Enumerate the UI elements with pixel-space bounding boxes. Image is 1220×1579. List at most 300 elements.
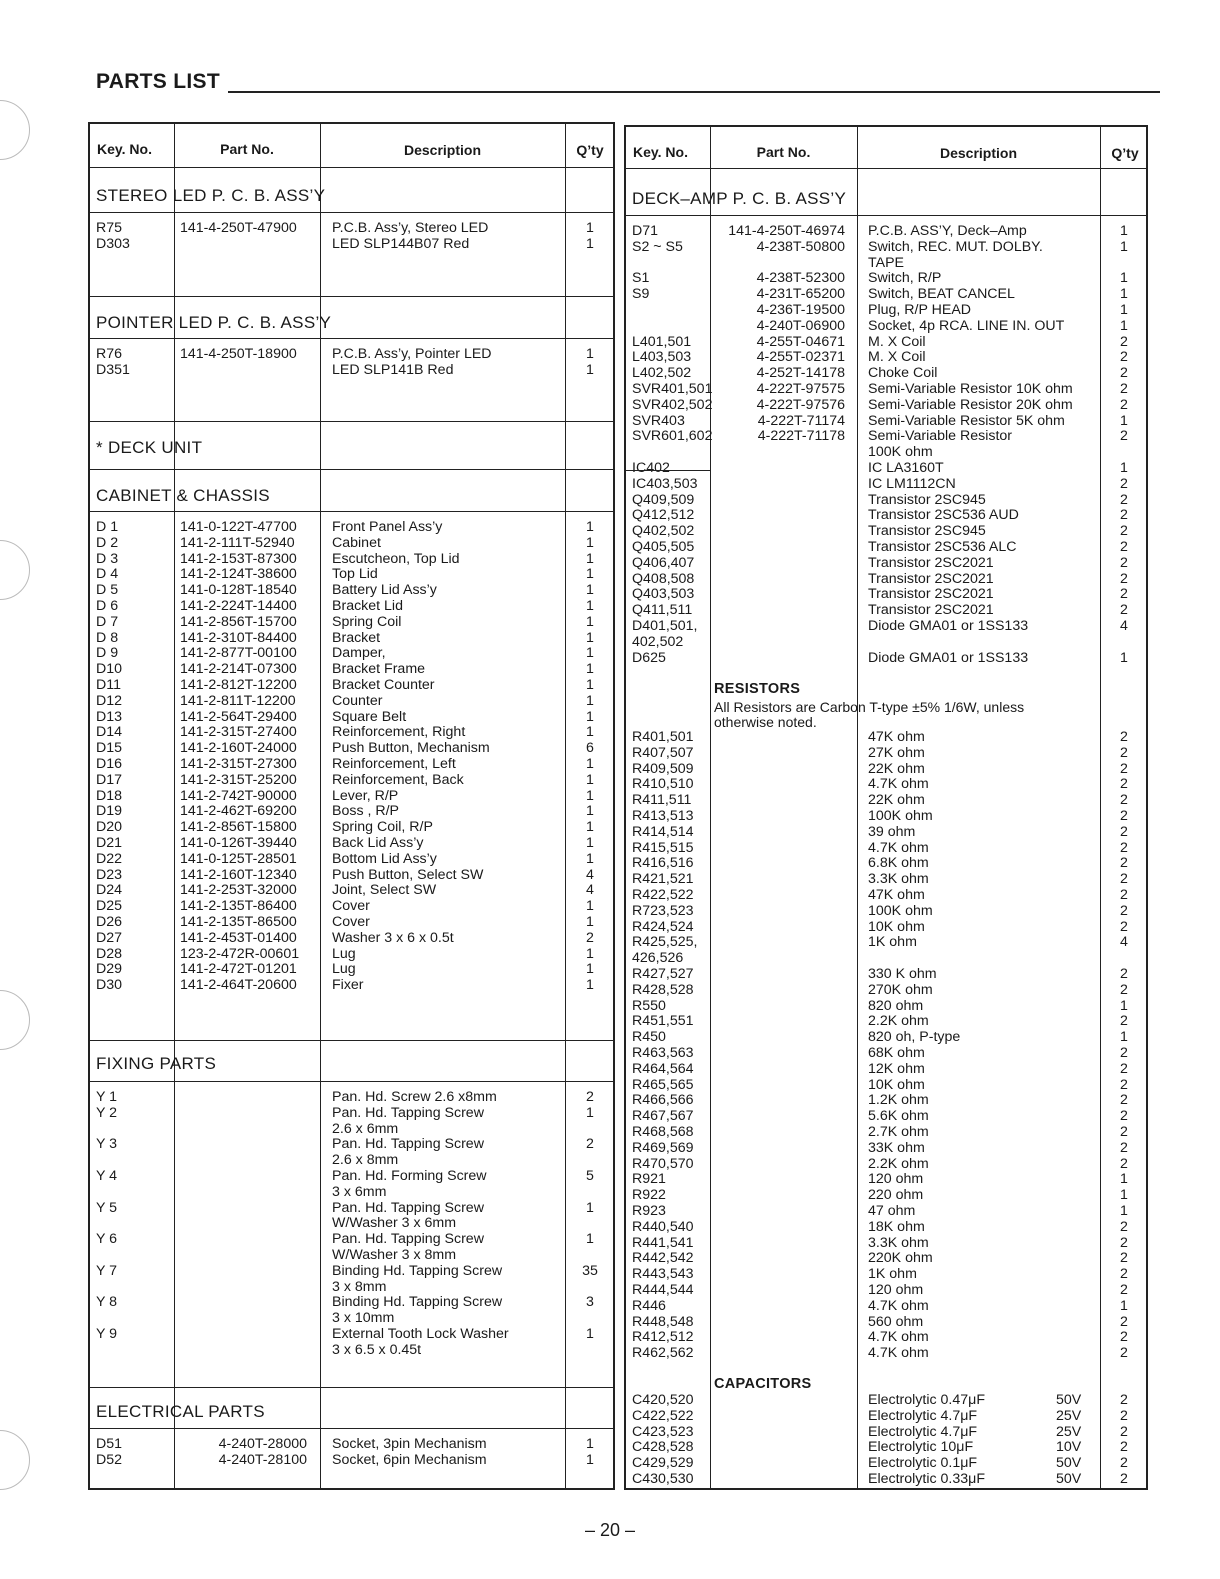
description-cell: 1K ohm bbox=[868, 1266, 917, 1283]
qty-cell: 4 bbox=[586, 866, 594, 883]
table-row bbox=[626, 540, 1146, 556]
key-no-cell: D27 bbox=[96, 929, 123, 946]
table-row bbox=[626, 445, 1146, 461]
description-cell: 10K ohm bbox=[868, 1076, 925, 1093]
qty-cell: 2 bbox=[1120, 1108, 1128, 1125]
key-no-cell: D10 bbox=[96, 661, 123, 678]
table-row bbox=[90, 710, 613, 726]
description-cell: IC LA3160T bbox=[868, 460, 944, 476]
key-no-cell: D23 bbox=[96, 866, 123, 883]
section-title: CABINET & CHASSIS bbox=[96, 486, 270, 505]
qty-cell: 1 bbox=[1120, 1171, 1128, 1188]
key-no-cell: 402,502 bbox=[632, 633, 684, 650]
section-divider bbox=[90, 212, 613, 213]
table-row bbox=[626, 825, 1146, 841]
qty-cell: 1 bbox=[586, 613, 594, 630]
key-no-cell: R451,551 bbox=[632, 1013, 694, 1030]
key-no-cell: R443,543 bbox=[632, 1266, 694, 1283]
header-qty: Q’ty bbox=[1111, 145, 1139, 161]
key-no-cell: R416,516 bbox=[632, 855, 694, 872]
description-cell: IC LM1112CN bbox=[868, 475, 956, 492]
qty-cell: 1 bbox=[1120, 412, 1128, 429]
table-row bbox=[90, 237, 613, 253]
table-row bbox=[626, 572, 1146, 588]
table-row bbox=[626, 1109, 1146, 1125]
key-no-cell: D303 bbox=[96, 235, 130, 252]
description-cell: Pan. Hd. Tapping Screw bbox=[332, 1231, 484, 1248]
table-row bbox=[90, 757, 613, 773]
key-no-cell: C423,523 bbox=[632, 1423, 694, 1440]
qty-cell: 1 bbox=[586, 708, 594, 725]
part-no-cell: 4-231T-65200 bbox=[756, 286, 845, 303]
qty-cell: 2 bbox=[1120, 539, 1128, 555]
key-no-cell: R401,501 bbox=[632, 729, 694, 745]
table-row bbox=[626, 1472, 1146, 1488]
title-rule bbox=[228, 91, 1160, 93]
table-row bbox=[90, 773, 613, 789]
key-no-cell: R414,514 bbox=[632, 823, 694, 840]
table-row bbox=[90, 1137, 613, 1153]
description-cell: 3 x 6.5 x 0.45t bbox=[332, 1341, 422, 1358]
part-no-cell: 141-0-128T-18540 bbox=[180, 582, 297, 599]
key-no-cell: D 4 bbox=[96, 566, 119, 583]
key-no-cell: SVR601,602 bbox=[632, 428, 713, 445]
key-no-cell: D22 bbox=[96, 850, 123, 867]
description-cell: Cover bbox=[332, 914, 370, 930]
part-no-cell: 141-2-224T-14400 bbox=[180, 598, 297, 614]
table-row bbox=[626, 556, 1146, 572]
description-cell: Diode GMA01 or 1SS133 bbox=[868, 649, 1029, 666]
qty-cell: 1 bbox=[586, 977, 594, 994]
description-cell: 6.8K ohm bbox=[868, 855, 929, 872]
key-no-cell: R410,510 bbox=[632, 776, 694, 793]
description-cell: 3.3K ohm bbox=[868, 871, 929, 888]
description-cell: P.C.B. ASS’Y, Deck–Amp bbox=[868, 223, 1027, 239]
description-cell: P.C.B. Ass’y, Stereo LED bbox=[332, 220, 489, 236]
description-cell: 100K ohm bbox=[868, 444, 933, 461]
part-no-cell: 141-2-856T-15700 bbox=[180, 613, 297, 630]
qty-cell: 1 bbox=[1120, 1203, 1128, 1219]
part-no-cell: 4-255T-02371 bbox=[756, 349, 845, 366]
description-cell: Washer 3 x 6 x 0.5t bbox=[332, 929, 454, 946]
table-row bbox=[90, 852, 613, 868]
description-cell: Bracket Frame bbox=[332, 661, 426, 678]
key-no-cell: Y 2 bbox=[96, 1104, 118, 1121]
table-row bbox=[626, 983, 1146, 999]
description-cell: 4.7K ohm bbox=[868, 839, 929, 856]
qty-cell: 2 bbox=[1120, 1345, 1128, 1362]
part-no-cell: 141-2-253T-32000 bbox=[180, 882, 297, 899]
key-no-cell: R448,548 bbox=[632, 1313, 694, 1330]
qty-cell: 2 bbox=[1120, 1471, 1128, 1487]
qty-cell: 2 bbox=[1120, 966, 1128, 982]
header-key-no: Key. No. bbox=[97, 141, 152, 157]
key-no-cell: D14 bbox=[96, 724, 123, 741]
table-row bbox=[626, 477, 1146, 493]
table-row bbox=[626, 872, 1146, 888]
qty-cell: 1 bbox=[586, 361, 594, 378]
table-row bbox=[90, 947, 613, 963]
header-qty: Q’ty bbox=[576, 142, 604, 158]
table-row bbox=[626, 1425, 1146, 1441]
table-row bbox=[90, 1106, 613, 1122]
part-no-cell: 4-255T-04671 bbox=[756, 333, 845, 350]
qty-cell: 1 bbox=[1120, 317, 1128, 334]
table-row bbox=[626, 603, 1146, 619]
key-no-cell: R444,544 bbox=[632, 1282, 694, 1298]
description-cell: Spring Coil, R/P bbox=[332, 819, 433, 836]
key-no-cell: D17 bbox=[96, 771, 123, 788]
key-no-cell: Y 8 bbox=[96, 1294, 118, 1311]
table-row bbox=[90, 1248, 613, 1264]
table-row bbox=[90, 631, 613, 647]
key-no-cell: R440,540 bbox=[632, 1218, 694, 1235]
key-no-cell: D28 bbox=[96, 945, 123, 962]
key-no-cell: R446 bbox=[632, 1297, 666, 1314]
part-no-cell: 4-222T-71178 bbox=[757, 428, 845, 445]
key-no-cell: R450 bbox=[632, 1029, 666, 1046]
qty-cell: 4 bbox=[586, 882, 594, 899]
table-row bbox=[626, 1172, 1146, 1188]
description-cell: LED SLP144B07 Red bbox=[332, 235, 470, 252]
key-no-cell: R463,563 bbox=[632, 1045, 694, 1061]
key-no-cell: Q412,512 bbox=[632, 507, 695, 524]
table-row bbox=[90, 1453, 613, 1469]
key-no-cell: Y 6 bbox=[96, 1231, 118, 1248]
qty-cell: 2 bbox=[1120, 887, 1128, 903]
description-cell: 4.7K ohm bbox=[868, 776, 929, 793]
qty-cell: 1 bbox=[586, 724, 594, 741]
table-row bbox=[626, 841, 1146, 857]
table-row bbox=[90, 1280, 613, 1296]
key-no-cell: R921 bbox=[632, 1171, 666, 1188]
part-no-cell: 141-4-250T-18900 bbox=[180, 346, 297, 362]
qty-cell: 1 bbox=[586, 550, 594, 567]
key-no-cell: L403,503 bbox=[632, 349, 692, 366]
table-row bbox=[90, 1090, 613, 1106]
description-cell: Lug bbox=[332, 961, 356, 978]
description-cell: 2.7K ohm bbox=[868, 1124, 929, 1140]
qty-cell: 2 bbox=[1120, 1455, 1128, 1472]
table-row bbox=[90, 962, 613, 978]
part-no-cell: 4-238T-52300 bbox=[756, 270, 845, 287]
table-row bbox=[90, 820, 613, 836]
qty-cell: 1 bbox=[1120, 997, 1128, 1014]
section-title: * DECK UNIT bbox=[96, 438, 203, 457]
qty-cell: 3 bbox=[586, 1294, 594, 1311]
table-row bbox=[626, 256, 1146, 272]
key-no-cell: R462,562 bbox=[632, 1345, 694, 1362]
description-cell: 12K ohm bbox=[868, 1060, 925, 1077]
qty-cell: 1 bbox=[586, 534, 594, 551]
qty-cell: 1 bbox=[586, 835, 594, 851]
table-row bbox=[626, 793, 1146, 809]
table-row bbox=[90, 615, 613, 631]
table-row bbox=[626, 1267, 1146, 1283]
qty-cell: 1 bbox=[586, 692, 594, 709]
description-cell: 120 ohm bbox=[868, 1282, 924, 1298]
key-no-cell: Q403,503 bbox=[632, 586, 695, 603]
key-no-cell: S1 bbox=[632, 270, 650, 287]
description-cell: Joint, Select SW bbox=[332, 882, 437, 899]
table-row bbox=[626, 651, 1146, 667]
key-no-cell: Y 4 bbox=[96, 1168, 118, 1184]
description-cell: Semi-Variable Resistor 20K ohm bbox=[868, 396, 1073, 413]
qty-cell: 1 bbox=[586, 235, 594, 252]
qty-cell: 2 bbox=[1120, 1060, 1128, 1077]
table-row bbox=[90, 520, 613, 536]
description-cell: Push Button, Mechanism bbox=[332, 740, 490, 757]
key-no-cell: D12 bbox=[96, 692, 123, 709]
description-cell: Pan. Hd. Tapping Screw bbox=[332, 1104, 484, 1121]
description-cell: Switch, REC. MUT. DOLBY. bbox=[868, 238, 1043, 255]
header-part-no: Part No. bbox=[220, 141, 274, 157]
part-no-cell: 141-2-135T-86400 bbox=[180, 898, 297, 915]
key-no-cell: Q409,509 bbox=[632, 491, 695, 508]
key-no-cell: R413,513 bbox=[632, 808, 694, 824]
table-row bbox=[90, 1311, 613, 1327]
qty-cell: 1 bbox=[586, 756, 594, 772]
qty-cell: 2 bbox=[1120, 792, 1128, 809]
table-row bbox=[90, 1216, 613, 1232]
table-row bbox=[90, 836, 613, 852]
table-row bbox=[626, 888, 1146, 904]
section-divider bbox=[90, 1040, 613, 1041]
part-no-cell: 141-2-310T-84400 bbox=[180, 629, 297, 646]
description-cell: 820 ohm bbox=[868, 997, 924, 1014]
description-cell: 3 x 8mm bbox=[332, 1278, 387, 1295]
key-no-cell: D 1 bbox=[96, 519, 119, 535]
description-cell: 3.3K ohm bbox=[868, 1234, 929, 1251]
key-no-cell: Y 3 bbox=[96, 1136, 118, 1153]
table-row bbox=[626, 1141, 1146, 1157]
key-no-cell: R75 bbox=[96, 220, 123, 236]
qty-cell: 1 bbox=[1120, 649, 1128, 666]
key-no-cell: R467,567 bbox=[632, 1108, 694, 1125]
description-cell: Transistor 2SC2021 bbox=[868, 586, 994, 603]
qty-cell: 2 bbox=[1120, 396, 1128, 413]
qty-cell: 2 bbox=[1120, 507, 1128, 524]
table-row bbox=[90, 552, 613, 568]
table-row bbox=[626, 335, 1146, 351]
part-no-cell: 141-2-742T-90000 bbox=[180, 787, 297, 804]
table-row bbox=[90, 804, 613, 820]
description-cell: Reinforcement, Left bbox=[332, 756, 456, 772]
key-no-cell: D29 bbox=[96, 961, 123, 978]
description-cell: 10K ohm bbox=[868, 918, 925, 935]
table-row bbox=[90, 662, 613, 678]
capacitors-heading: CAPACITORS bbox=[714, 1376, 812, 1392]
description-cell: Semi-Variable Resistor 10K ohm bbox=[868, 381, 1073, 397]
part-no-cell: 123-2-472R-00601 bbox=[180, 945, 300, 962]
qty-cell: 1 bbox=[586, 346, 594, 362]
description-cell: Diode GMA01 or 1SS133 bbox=[868, 618, 1029, 634]
description-cell: Push Button, Select SW bbox=[332, 866, 484, 883]
key-no-cell: R723,523 bbox=[632, 902, 694, 919]
qty-cell: 2 bbox=[1120, 1329, 1128, 1346]
qty-cell: 35 bbox=[582, 1262, 598, 1279]
qty-cell: 1 bbox=[1120, 238, 1128, 255]
table-row bbox=[90, 1343, 613, 1359]
voltage-cell: 10V bbox=[1056, 1439, 1082, 1456]
qty-cell: 2 bbox=[1120, 381, 1128, 397]
description-cell: Electrolytic 4.7μF bbox=[868, 1423, 978, 1440]
key-no-cell: R428,528 bbox=[632, 981, 694, 998]
qty-cell: 1 bbox=[586, 945, 594, 962]
key-no-cell: R412,512 bbox=[632, 1329, 694, 1346]
table-row bbox=[90, 1169, 613, 1185]
qty-cell: 1 bbox=[1120, 223, 1128, 239]
key-no-cell: D16 bbox=[96, 756, 123, 772]
table-row bbox=[626, 856, 1146, 872]
qty-cell: 1 bbox=[586, 645, 594, 662]
description-cell: Transistor 2SC536 AUD bbox=[868, 507, 1019, 524]
qty-cell: 2 bbox=[1120, 1407, 1128, 1424]
description-cell: Socket, 6pin Mechanism bbox=[332, 1451, 487, 1468]
description-cell: Electrolytic 0.47μF bbox=[868, 1392, 985, 1408]
section-divider bbox=[90, 469, 613, 470]
description-cell: 820 oh, P-type bbox=[868, 1029, 961, 1046]
part-no-cell: 141-2-111T-52940 bbox=[180, 534, 295, 551]
qty-cell: 1 bbox=[586, 850, 594, 867]
key-no-cell: R411,511 bbox=[632, 792, 692, 809]
table-row bbox=[90, 883, 613, 899]
qty-cell: 2 bbox=[1120, 554, 1128, 571]
table-row bbox=[626, 1283, 1146, 1299]
qty-cell: 6 bbox=[586, 740, 594, 757]
table-row bbox=[90, 599, 613, 615]
key-no-cell: 426,526 bbox=[632, 950, 684, 967]
description-cell: Transistor 2SC536 ALC bbox=[868, 539, 1017, 555]
table-row bbox=[90, 1232, 613, 1248]
key-no-cell: D25 bbox=[96, 898, 123, 915]
description-cell: 4.7K ohm bbox=[868, 1297, 929, 1314]
description-cell: Transistor 2SC945 bbox=[868, 523, 986, 540]
qty-cell: 2 bbox=[1120, 1013, 1128, 1030]
qty-cell: 1 bbox=[586, 1104, 594, 1121]
table-row bbox=[626, 1393, 1146, 1409]
qty-cell: 1 bbox=[586, 1326, 594, 1342]
description-cell: 220 ohm bbox=[868, 1187, 924, 1204]
table-row bbox=[626, 382, 1146, 398]
description-cell: 22K ohm bbox=[868, 792, 925, 809]
header-key-no: Key. No. bbox=[633, 144, 688, 160]
qty-cell: 1 bbox=[586, 1231, 594, 1248]
part-no-cell: 141-2-160T-12340 bbox=[180, 866, 297, 883]
key-no-cell: D18 bbox=[96, 787, 123, 804]
key-no-cell: S2 ~ S5 bbox=[632, 238, 683, 255]
description-cell: Back Lid Ass’y bbox=[332, 835, 424, 851]
part-no-cell: 141-4-250T-46974 bbox=[728, 223, 845, 239]
description-cell: Plug, R/P HEAD bbox=[868, 302, 972, 318]
table-row bbox=[90, 1122, 613, 1138]
key-no-cell: S9 bbox=[632, 286, 650, 303]
description-cell: Transistor 2SC2021 bbox=[868, 602, 994, 619]
description-cell: Transistor 2SC2021 bbox=[868, 570, 994, 587]
description-cell: Square Belt bbox=[332, 708, 407, 725]
description-cell: Semi-Variable Resistor bbox=[868, 428, 1013, 445]
description-cell: Cabinet bbox=[332, 534, 381, 551]
qty-cell: 1 bbox=[1120, 1187, 1128, 1204]
key-no-cell: D 8 bbox=[96, 629, 119, 646]
part-no-cell: 141-2-153T-87300 bbox=[180, 550, 297, 567]
table-row bbox=[626, 398, 1146, 414]
qty-cell: 2 bbox=[1120, 1124, 1128, 1140]
description-cell: 3 x 10mm bbox=[332, 1310, 395, 1327]
qty-cell: 2 bbox=[1120, 729, 1128, 745]
table-row bbox=[626, 1236, 1146, 1252]
table-row bbox=[626, 1330, 1146, 1346]
qty-cell: 2 bbox=[1120, 333, 1128, 350]
table-row bbox=[626, 414, 1146, 430]
key-no-cell: Y 7 bbox=[96, 1262, 118, 1279]
description-cell: Escutcheon, Top Lid bbox=[332, 550, 460, 567]
description-cell: Pan. Hd. Screw 2.6 x8mm bbox=[332, 1089, 497, 1105]
table-row bbox=[626, 762, 1146, 778]
description-cell: Bracket bbox=[332, 629, 381, 646]
qty-cell: 2 bbox=[1120, 1282, 1128, 1298]
table-row bbox=[90, 347, 613, 363]
qty-cell: 1 bbox=[586, 566, 594, 583]
qty-cell: 5 bbox=[586, 1168, 594, 1184]
table-row bbox=[626, 429, 1146, 445]
key-no-cell: L402,502 bbox=[632, 365, 692, 382]
part-no-cell: 141-2-462T-69200 bbox=[180, 803, 297, 820]
key-no-cell: D 9 bbox=[96, 645, 119, 662]
description-cell: 47K ohm bbox=[868, 887, 925, 903]
table-row bbox=[626, 240, 1146, 256]
table-row bbox=[626, 1014, 1146, 1030]
voltage-cell: 25V bbox=[1056, 1423, 1082, 1440]
qty-cell: 2 bbox=[1120, 1045, 1128, 1061]
key-no-cell: Q411,511 bbox=[632, 602, 693, 619]
punch-hole bbox=[0, 990, 30, 1050]
description-cell: 4.7K ohm bbox=[868, 1345, 929, 1362]
description-cell: 330 K ohm bbox=[868, 966, 937, 982]
key-no-cell: R407,507 bbox=[632, 744, 694, 761]
table-row bbox=[90, 221, 613, 237]
key-no-cell: R442,542 bbox=[632, 1250, 694, 1267]
key-no-cell: IC402 bbox=[632, 460, 670, 476]
voltage-cell: 50V bbox=[1056, 1455, 1082, 1472]
key-no-cell: Q408,508 bbox=[632, 570, 695, 587]
section-title: STEREO LED P. C. B. ASS’Y bbox=[96, 186, 326, 205]
key-no-cell: R415,515 bbox=[632, 839, 694, 856]
table-row bbox=[90, 678, 613, 694]
description-cell: Damper, bbox=[332, 645, 386, 662]
part-no-cell: 141-0-125T-28501 bbox=[180, 850, 297, 867]
key-no-cell: R427,527 bbox=[632, 966, 694, 982]
description-cell: 220K ohm bbox=[868, 1250, 933, 1267]
key-no-cell: L401,501 bbox=[632, 333, 692, 350]
key-no-cell: R923 bbox=[632, 1203, 666, 1219]
table-row bbox=[90, 694, 613, 710]
section-divider bbox=[90, 296, 613, 297]
header-description: Description bbox=[939, 145, 1017, 161]
part-no-cell: 141-0-122T-47700 bbox=[180, 519, 297, 535]
qty-cell: 2 bbox=[1120, 1423, 1128, 1440]
description-cell: Front Panel Ass’y bbox=[332, 519, 443, 535]
description-cell: Electrolytic 4.7μF bbox=[868, 1407, 978, 1424]
table-row bbox=[90, 567, 613, 583]
qty-cell: 2 bbox=[1120, 1076, 1128, 1093]
table-row bbox=[626, 303, 1146, 319]
key-no-cell: SVR403 bbox=[632, 412, 685, 429]
section-divider bbox=[90, 1387, 613, 1388]
part-no-cell: 141-2-464T-20600 bbox=[180, 977, 297, 994]
part-no-cell: 141-2-472T-01201 bbox=[180, 961, 297, 978]
key-no-cell: C428,528 bbox=[632, 1439, 694, 1456]
